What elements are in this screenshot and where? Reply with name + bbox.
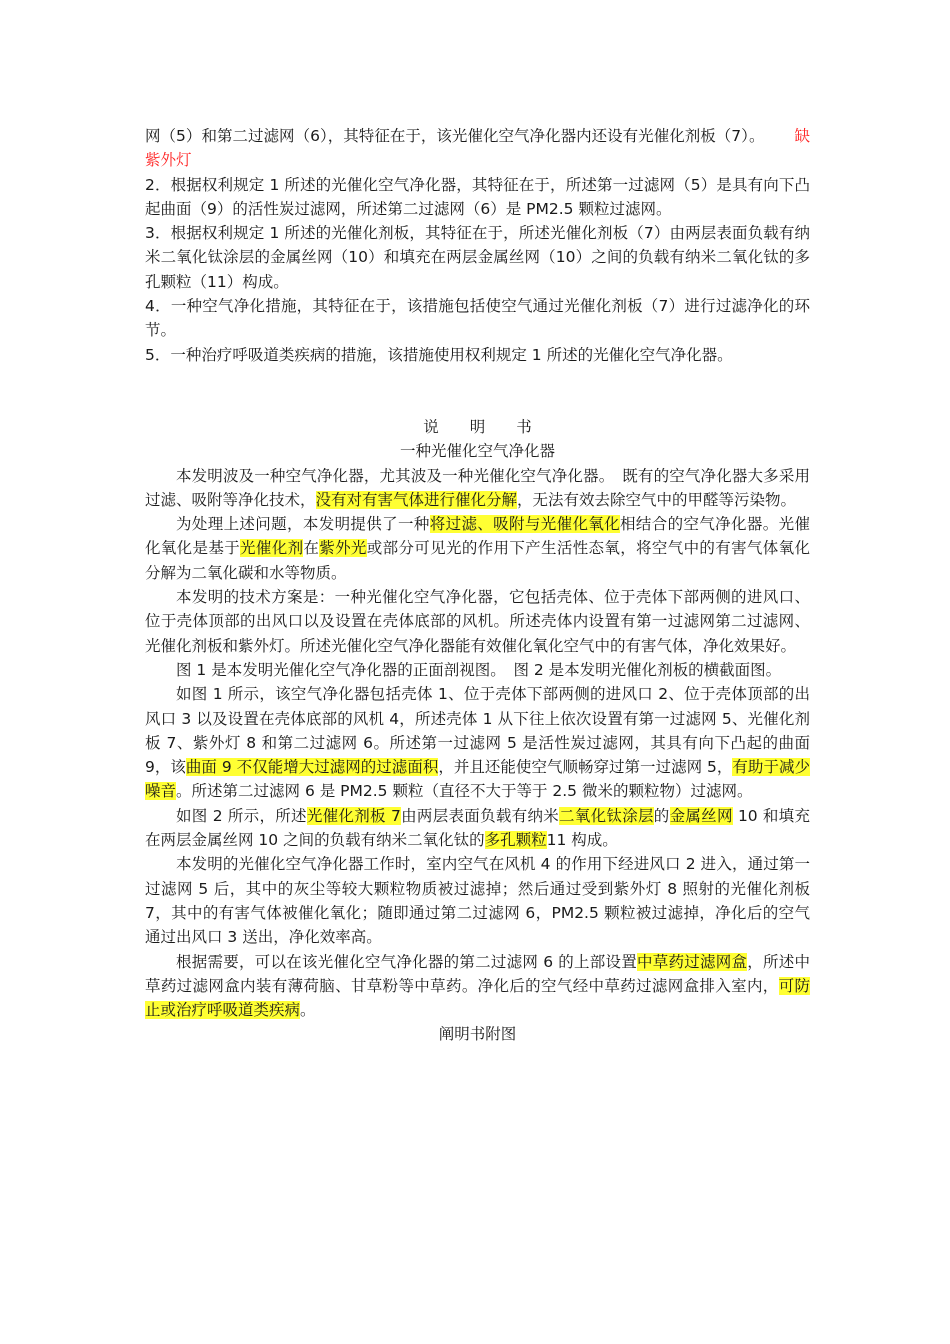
spacer xyxy=(145,391,810,415)
highlight: 曲面 9 不仅能增大过滤网的过滤面积 xyxy=(185,758,439,777)
text-run: ，并且还能使空气顺畅穿过第一过滤网 5， xyxy=(438,758,733,777)
text-run: 。 xyxy=(300,1001,316,1020)
claim-2: 2．根据权利规定 1 所述的光催化空气净化器，其特征在于，所述第一过滤网（5）是具有向下凸起曲面（9）的活性炭过滤网，所述第二过滤网（6）是 PM2.5 颗粒过滤网。 xyxy=(145,175,810,218)
highlight: 有助于减少噪音 xyxy=(145,758,810,801)
spec-paragraph-4: 图 1 是本发明光催化空气净化器的正面剖视图。 图 2 是本发明光催化剂板的横截面图。 xyxy=(176,660,782,679)
spec-paragraph-1 xyxy=(145,464,810,513)
highlight: 金属丝网 xyxy=(669,806,733,825)
spec-paragraph-3: 本发明的技术方案是：一种光催化空气净化器，它包括壳体、位于壳体下部两侧的进风口、位于壳体顶部的出风口以及设置在壳体底部的风机。所述壳体内设置有第一过滤网第二过滤网、光催化剂板和紫外灯。所述光催化空气净化器能有效催化氧化空气中的有害气体，净化效果好。 xyxy=(145,588,810,655)
spec-subtitle: 一种光催化空气净化器 xyxy=(399,442,555,461)
text-run: 相结合的空气净化器。光催化氧化是基于 xyxy=(145,515,810,558)
spacer xyxy=(145,367,810,391)
text-run: 在 xyxy=(303,539,320,558)
spec-paragraph-5 xyxy=(145,682,810,803)
text-run: 本发明波及一种空气净化器，尤其波及一种光催化空气净化器。 既有的空气净化器大多采用过滤、吸附等净化技术， xyxy=(145,466,810,509)
claim-4: 4．一种空气净化措施，其特征在于，该措施包括使空气通过光催化剂板（7）进行过滤净化的环节。 xyxy=(145,297,810,340)
review-note: 缺紫外灯 xyxy=(145,127,810,170)
text-run: 根据需要，可以在该光催化空气净化器的第二过滤网 6 的上部设置 xyxy=(176,952,638,971)
spec-heading: 说 明 书 xyxy=(423,417,532,436)
highlight: 可防止或治疗呼吸道类疾病 xyxy=(145,976,810,1020)
claim-3: 3．根据权利规定 1 所述的光催化剂板，其特征在于，所述光催化剂板（7）由两层表面负载有纳米二氧化钛涂层的金属丝网（10）和填充在两层金属丝网（10）之间的负载有纳米二氧化钛的多孔颗粒（11）构成。 xyxy=(145,224,810,291)
highlight: 多孔颗粒 xyxy=(484,831,547,850)
spec-paragraph-7: 本发明的光催化空气净化器工作时，室内空气在风机 4 的作用下经进风口 2 进入，通过第一过滤网 5 后，其中的灰尘等较大颗粒物质被过滤掉；然后通过受到紫外灯 8 照射的光催化剂板 7，其中的有害气体被催化氧化；随即通过第二过滤网 6，PM2.5 颗粒被过滤掉，净化后的空气通过出风口 3 送出，净化效率高。 xyxy=(145,855,810,947)
highlight: 紫外光 xyxy=(319,539,367,558)
highlight: 中草药过滤网盒 xyxy=(637,952,748,971)
text-run: 如图 1 所示，该空气净化器包括壳体 1、位于壳体下部两侧的进风口 2、位于壳体顶部的出风口 3 以及设置在壳体底部的风机 4，所述壳体 1 从下往上依次设置有第一过滤网 5、光催化剂板 7、紫外灯 8 和第二过滤网 6。所述第一过滤网 5 是活性炭过滤网，其具有向下凸起的曲面 9，该 xyxy=(145,685,810,777)
highlight: 没有对有害气体进行催化分解 xyxy=(315,490,518,509)
highlight: 将过滤、吸附与光催化氧化 xyxy=(429,515,621,534)
text-run: 如图 2 所示，所述 xyxy=(176,806,307,825)
highlight: 光催化剂板 7 xyxy=(306,806,401,825)
claim-1-text: 网（5）和第二过滤网（6），其特征在于，该光催化空气净化器内还设有光催化剂板（7）。 xyxy=(145,127,765,145)
figures-heading: 阐明书附图 xyxy=(438,1025,517,1044)
text-run: 由两层表面负载有纳米 xyxy=(400,806,560,825)
document-body xyxy=(145,124,810,1047)
text-run: 11 构成。 xyxy=(546,831,618,850)
text-run: 10 和填充在两层金属丝网 10 之间的负载有纳米二氧化钛的 xyxy=(145,806,810,850)
spec-paragraph-6 xyxy=(145,804,810,853)
highlight: 光催化剂 xyxy=(240,539,304,558)
text-run: ，所述中草药过滤网盒内装有薄荷脑、甘草粉等中草药。净化后的空气经中草药过滤网盒排入室内， xyxy=(145,952,810,995)
text-run: 为处理上述问题，本发明提供了一种 xyxy=(176,515,430,534)
spec-paragraph-2 xyxy=(145,512,810,585)
text-run: ，无法有效去除空气中的甲醛等污染物。 xyxy=(517,490,797,509)
text-run: 或部分可见光的作用下产生活性态氧，将空气中的有害气体氧化分解为二氧化碳和水等物质。 xyxy=(145,539,810,582)
spec-paragraph-8 xyxy=(145,950,810,1023)
text-run: 的 xyxy=(653,806,670,825)
text-run: 。所述第二过滤网 6 是 PM2.5 颗粒（直径不大于等于 2.5 微米的颗粒物）过滤网。 xyxy=(176,782,753,801)
highlight: 二氧化钛涂层 xyxy=(559,806,654,825)
claim-5: 5．一种治疗呼吸道类疾病的措施，该措施使用权利规定 1 所述的光催化空气净化器。 xyxy=(145,345,733,364)
claim-1-tail xyxy=(145,124,810,173)
